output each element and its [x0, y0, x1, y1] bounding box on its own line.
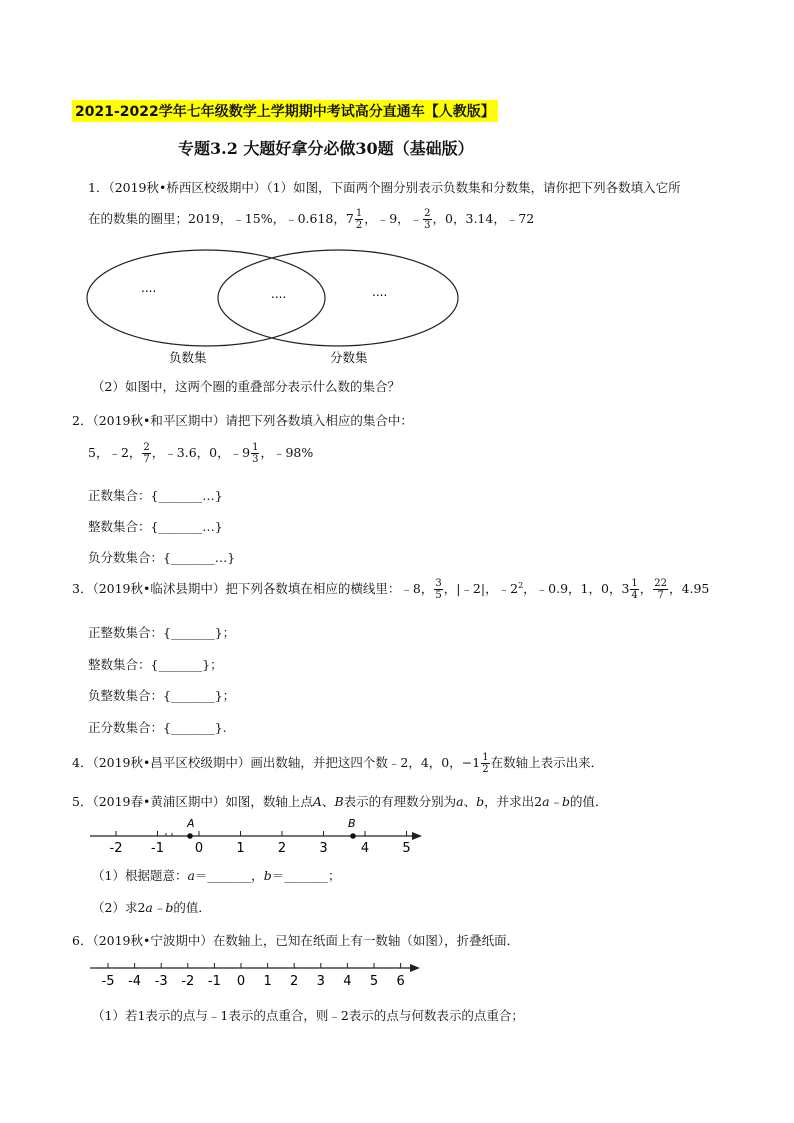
q6-tick-label: 3 [316, 974, 325, 989]
q3-intro-c: ，﹣0.9，1，0，3 [523, 581, 630, 596]
q5-point-b-name: B [334, 794, 344, 809]
q2-numbers-c: ，﹣98% [260, 445, 314, 460]
q3-exponent: 2 [518, 580, 524, 590]
q5-expr: a﹣b [542, 794, 571, 809]
venn-dots-middle: .... [271, 287, 287, 301]
q1-part2: （2）如图中，这两个圈的重叠部分表示什么数的集合？ [92, 379, 400, 394]
q3-set-integer: 整数集合：{_______}； [88, 657, 223, 672]
q3-intro-b: ，|﹣2|，﹣2 [443, 581, 519, 596]
q3-set-negative-integer: 负整数集合：{_______}； [88, 688, 236, 703]
q1-intro: 1．（2019秋•桥西区校级期中）（1）如图，下面两个圈分别表示负数集和分数集，请你把下列各数填入它所 [88, 180, 681, 195]
q5-comma: 、 [463, 794, 477, 809]
q5-part2-expr: a﹣b [145, 900, 174, 915]
q3-set-positive-integer: 正整数集合：{_______}； [88, 625, 236, 640]
q3-intro-e: ，4.95 [669, 581, 710, 596]
q5-sep: 、 [321, 794, 335, 809]
q5-var-b: b [476, 794, 485, 809]
q6-axis-arrow [410, 964, 420, 972]
q1-fraction-1: $\frac{1}{2}$ [355, 208, 363, 231]
q1-numbers [88, 208, 534, 231]
q6-tick-label: 0 [236, 974, 246, 989]
q5-point-b [350, 833, 356, 839]
q5-point-a-name: A [312, 794, 322, 809]
venn-dots-right: .... [372, 285, 388, 299]
venn-dots-left: .... [141, 281, 157, 295]
q1-fraction-2: $\frac{2}{3}$ [424, 208, 431, 231]
q3-fraction-1: $\frac{3}{5}$ [435, 578, 442, 601]
q6-tick-label: -3 [154, 974, 168, 989]
q5-label-a: A [187, 817, 195, 830]
q5-part2-a: （2）求2 [92, 900, 146, 915]
q5-intro-d: 的值． [570, 794, 608, 809]
q5-axis-arrow [412, 832, 422, 840]
q5-part2-b: 的值． [173, 900, 211, 915]
q2-set-positive: 正数集合：{_______…} [88, 488, 223, 503]
q5-part1-var-a: a [187, 868, 195, 883]
venn-diagram [86, 248, 466, 370]
q1-numbers-b: ，﹣9，﹣ [364, 211, 423, 226]
q1-numbers-c: ，0，3.14，﹣72 [432, 211, 535, 226]
q5-part1 [92, 866, 340, 884]
q5-part1-b: ＝_______， [194, 868, 264, 883]
q2-set-negative-fraction: 负分数集合：{_______…} [88, 550, 236, 565]
q5-var-a: a [456, 794, 464, 809]
venn-label-negative: 负数集 [169, 350, 207, 365]
q3-fraction-3: $\frac{22}{7}$ [654, 578, 668, 601]
q5-tick-label: 4 [360, 841, 370, 856]
q6-part1: （1）若1表示的点与﹣1表示的点重合，则﹣2表示的点与何数表示的点重合； [92, 1008, 524, 1023]
q1-numbers-a: 在的数集的圈里；2019，﹣15%，﹣0.618，7 [88, 211, 354, 226]
q6-tick-label: -5 [101, 974, 115, 989]
header-banner: 2021-2022学年七年级数学上学期期中考试高分直通车【人教版】 [72, 100, 498, 122]
q3-intro [72, 578, 709, 601]
q2-numbers-a: 5，﹣2， [88, 445, 142, 460]
q6-tick-label: -2 [181, 974, 195, 989]
q5-tick-label: 3 [319, 841, 328, 856]
q5-intro [72, 792, 608, 810]
q2-numbers [88, 442, 313, 465]
q5-intro-c: ，并求出2 [484, 794, 543, 809]
q5-tick-label: -1 [151, 841, 164, 856]
q5-tick-label: -2 [109, 841, 123, 856]
q5-part1-var-b: b [263, 868, 272, 883]
q6-tick-label: 6 [396, 974, 405, 989]
negative-set-circle [87, 250, 325, 346]
q3-fraction-2: $\frac{1}{4}$ [631, 578, 638, 601]
q3-intro-d: ， [639, 581, 653, 596]
q5-tick-label: 5 [402, 841, 411, 856]
fraction-set-circle [218, 250, 458, 346]
q5-label-b: B [348, 817, 356, 830]
q2-intro: 2．（2019秋•和平区期中）请把下列各数填入相应的集合中： [72, 413, 413, 428]
number-line-q6 [86, 955, 426, 995]
q6-tick-label: -4 [128, 974, 142, 989]
q6-tick-label: 1 [263, 974, 272, 989]
number-line-q5 [86, 812, 426, 856]
q2-fraction-2: $\frac{1}{3}$ [252, 442, 259, 465]
venn-label-fraction: 分数集 [330, 350, 368, 365]
q5-tick-label: 1 [236, 841, 245, 856]
q5-tick-label: 2 [277, 841, 287, 856]
q2-set-integer: 整数集合：{_______…} [88, 519, 223, 534]
q5-part1-c: ＝_______； [271, 868, 341, 883]
q6-tick-label: 2 [290, 974, 299, 989]
q6-tick-label: 5 [369, 974, 379, 989]
q4-intro-a: 4．（2019秋•昌平区校级期中）画出数轴，并把这四个数﹣2，4，0，−1 [72, 755, 481, 770]
q5-part2 [92, 898, 211, 916]
q5-intro-a: 5．（2019春•黄浦区期中）如图，数轴上点 [72, 794, 313, 809]
q6-intro: 6．（2019秋•宁波期中）在数轴上，已知在纸面上有一数轴（如图），折叠纸面． [72, 933, 520, 948]
q3-intro-a: 3．（2019秋•临沭县期中）把下列各数填在相应的横线里：﹣8， [72, 581, 434, 596]
q5-tick-label: 0 [194, 841, 204, 856]
q4-intro [72, 752, 603, 775]
q2-fraction-1: $\frac{2}{7}$ [143, 442, 150, 465]
q5-intro-b: 表示的有理数分别为 [343, 794, 457, 809]
q5-point-a [187, 833, 193, 839]
page-title: 专题3.2 大题好拿分必做30题（基础版） [178, 139, 474, 158]
q6-tick-label: 4 [343, 974, 352, 989]
q2-numbers-b: ，﹣3.6，0，﹣9 [151, 445, 251, 460]
q3-set-positive-fraction: 正分数集合：{_______}. [88, 720, 227, 735]
q4-intro-b: 在数轴上表示出来． [490, 755, 604, 770]
q5-part1-a: （1）根据题意： [92, 868, 188, 883]
q6-tick-label: -1 [207, 974, 221, 989]
q4-fraction: $\frac{1}{2}$ [482, 752, 489, 775]
